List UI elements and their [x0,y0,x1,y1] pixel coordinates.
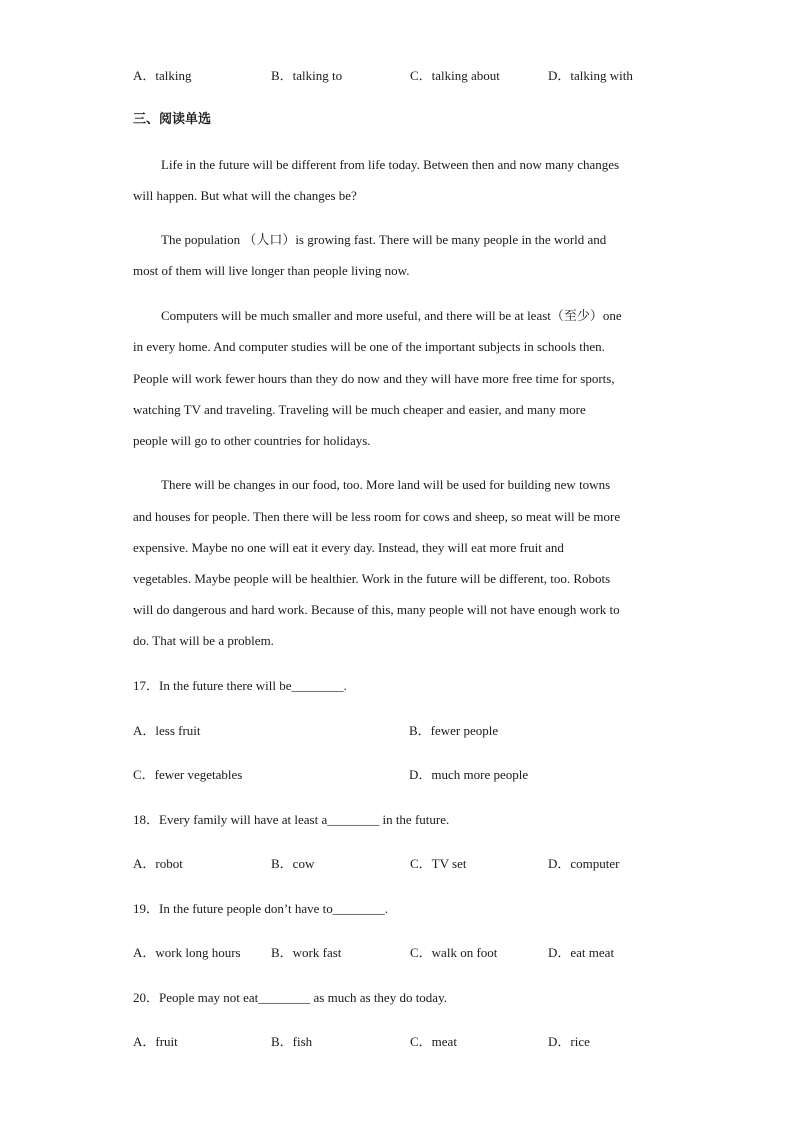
option-a: A．talking [133,68,192,83]
option-d: D．talking with [548,68,633,83]
option-b: B．cow [271,856,315,871]
section-title: 三、阅读单选 [133,112,212,127]
passage-line: most of them will live longer than people living now. [133,263,410,278]
option-a: A．fruit [133,1034,178,1049]
option-d: D．computer [548,856,620,871]
passage-line: will happen. But what will the changes be? [133,188,357,203]
option-b: B．talking to [271,68,343,83]
option-a: A．robot [133,856,183,871]
option-b: B．fewer people [409,723,499,738]
option-a: A．less fruit [133,723,201,738]
option-a: A．work long hours [133,945,241,960]
option-b: B．work fast [271,945,342,960]
option-d: D．rice [548,1034,590,1049]
option-c: C．walk on foot [410,945,498,960]
passage-line: The population （人口）is growing fast. There will be many people in the world and [161,232,607,247]
question-18-stem: 18．Every family will have at least a________ in the future. [133,812,450,827]
option-d: D．eat meat [548,945,615,960]
option-c: C．TV set [410,856,467,871]
passage-line: in every home. And computer studies will be one of the important subjects in schools then. [133,339,605,354]
question-20-stem: 20．People may not eat________ as much as they do today. [133,990,447,1005]
option-b: B．fish [271,1034,313,1049]
passage-line: Life in the future will be different from life today. Between then and now many changes [161,157,620,172]
passage-line: expensive. Maybe no one will eat it every day. Instead, they will eat more fruit and [133,540,564,555]
passage-line: and houses for people. Then there will be less room for cows and sheep, so meat will be more [133,509,621,524]
question-19-stem: 19．In the future people don’t have to________. [133,901,389,916]
option-c: C．meat [410,1034,457,1049]
passage-line: vegetables. Maybe people will be healthier. Work in the future will be different, too. Robots [133,571,611,586]
passage-line: people will go to other countries for holidays. [133,433,371,448]
passage-line: watching TV and traveling. Traveling will be much cheaper and easier, and many more [133,402,586,417]
option-d: D．much more people [409,767,529,782]
passage-line: Computers will be much smaller and more useful, and there will be at least（至少）one [161,308,622,323]
option-c: C．talking about [410,68,500,83]
passage-line: There will be changes in our food, too. More land will be used for building new towns [161,477,611,492]
option-c: C．fewer vegetables [133,767,243,782]
passage-line: do. That will be a problem. [133,633,274,648]
question-17-stem: 17．In the future there will be________. [133,678,347,693]
passage-line: will do dangerous and hard work. Because of this, many people will not have enough work to [133,602,620,617]
passage-line: People will work fewer hours than they do now and they will have more free time for sports, [133,371,615,386]
